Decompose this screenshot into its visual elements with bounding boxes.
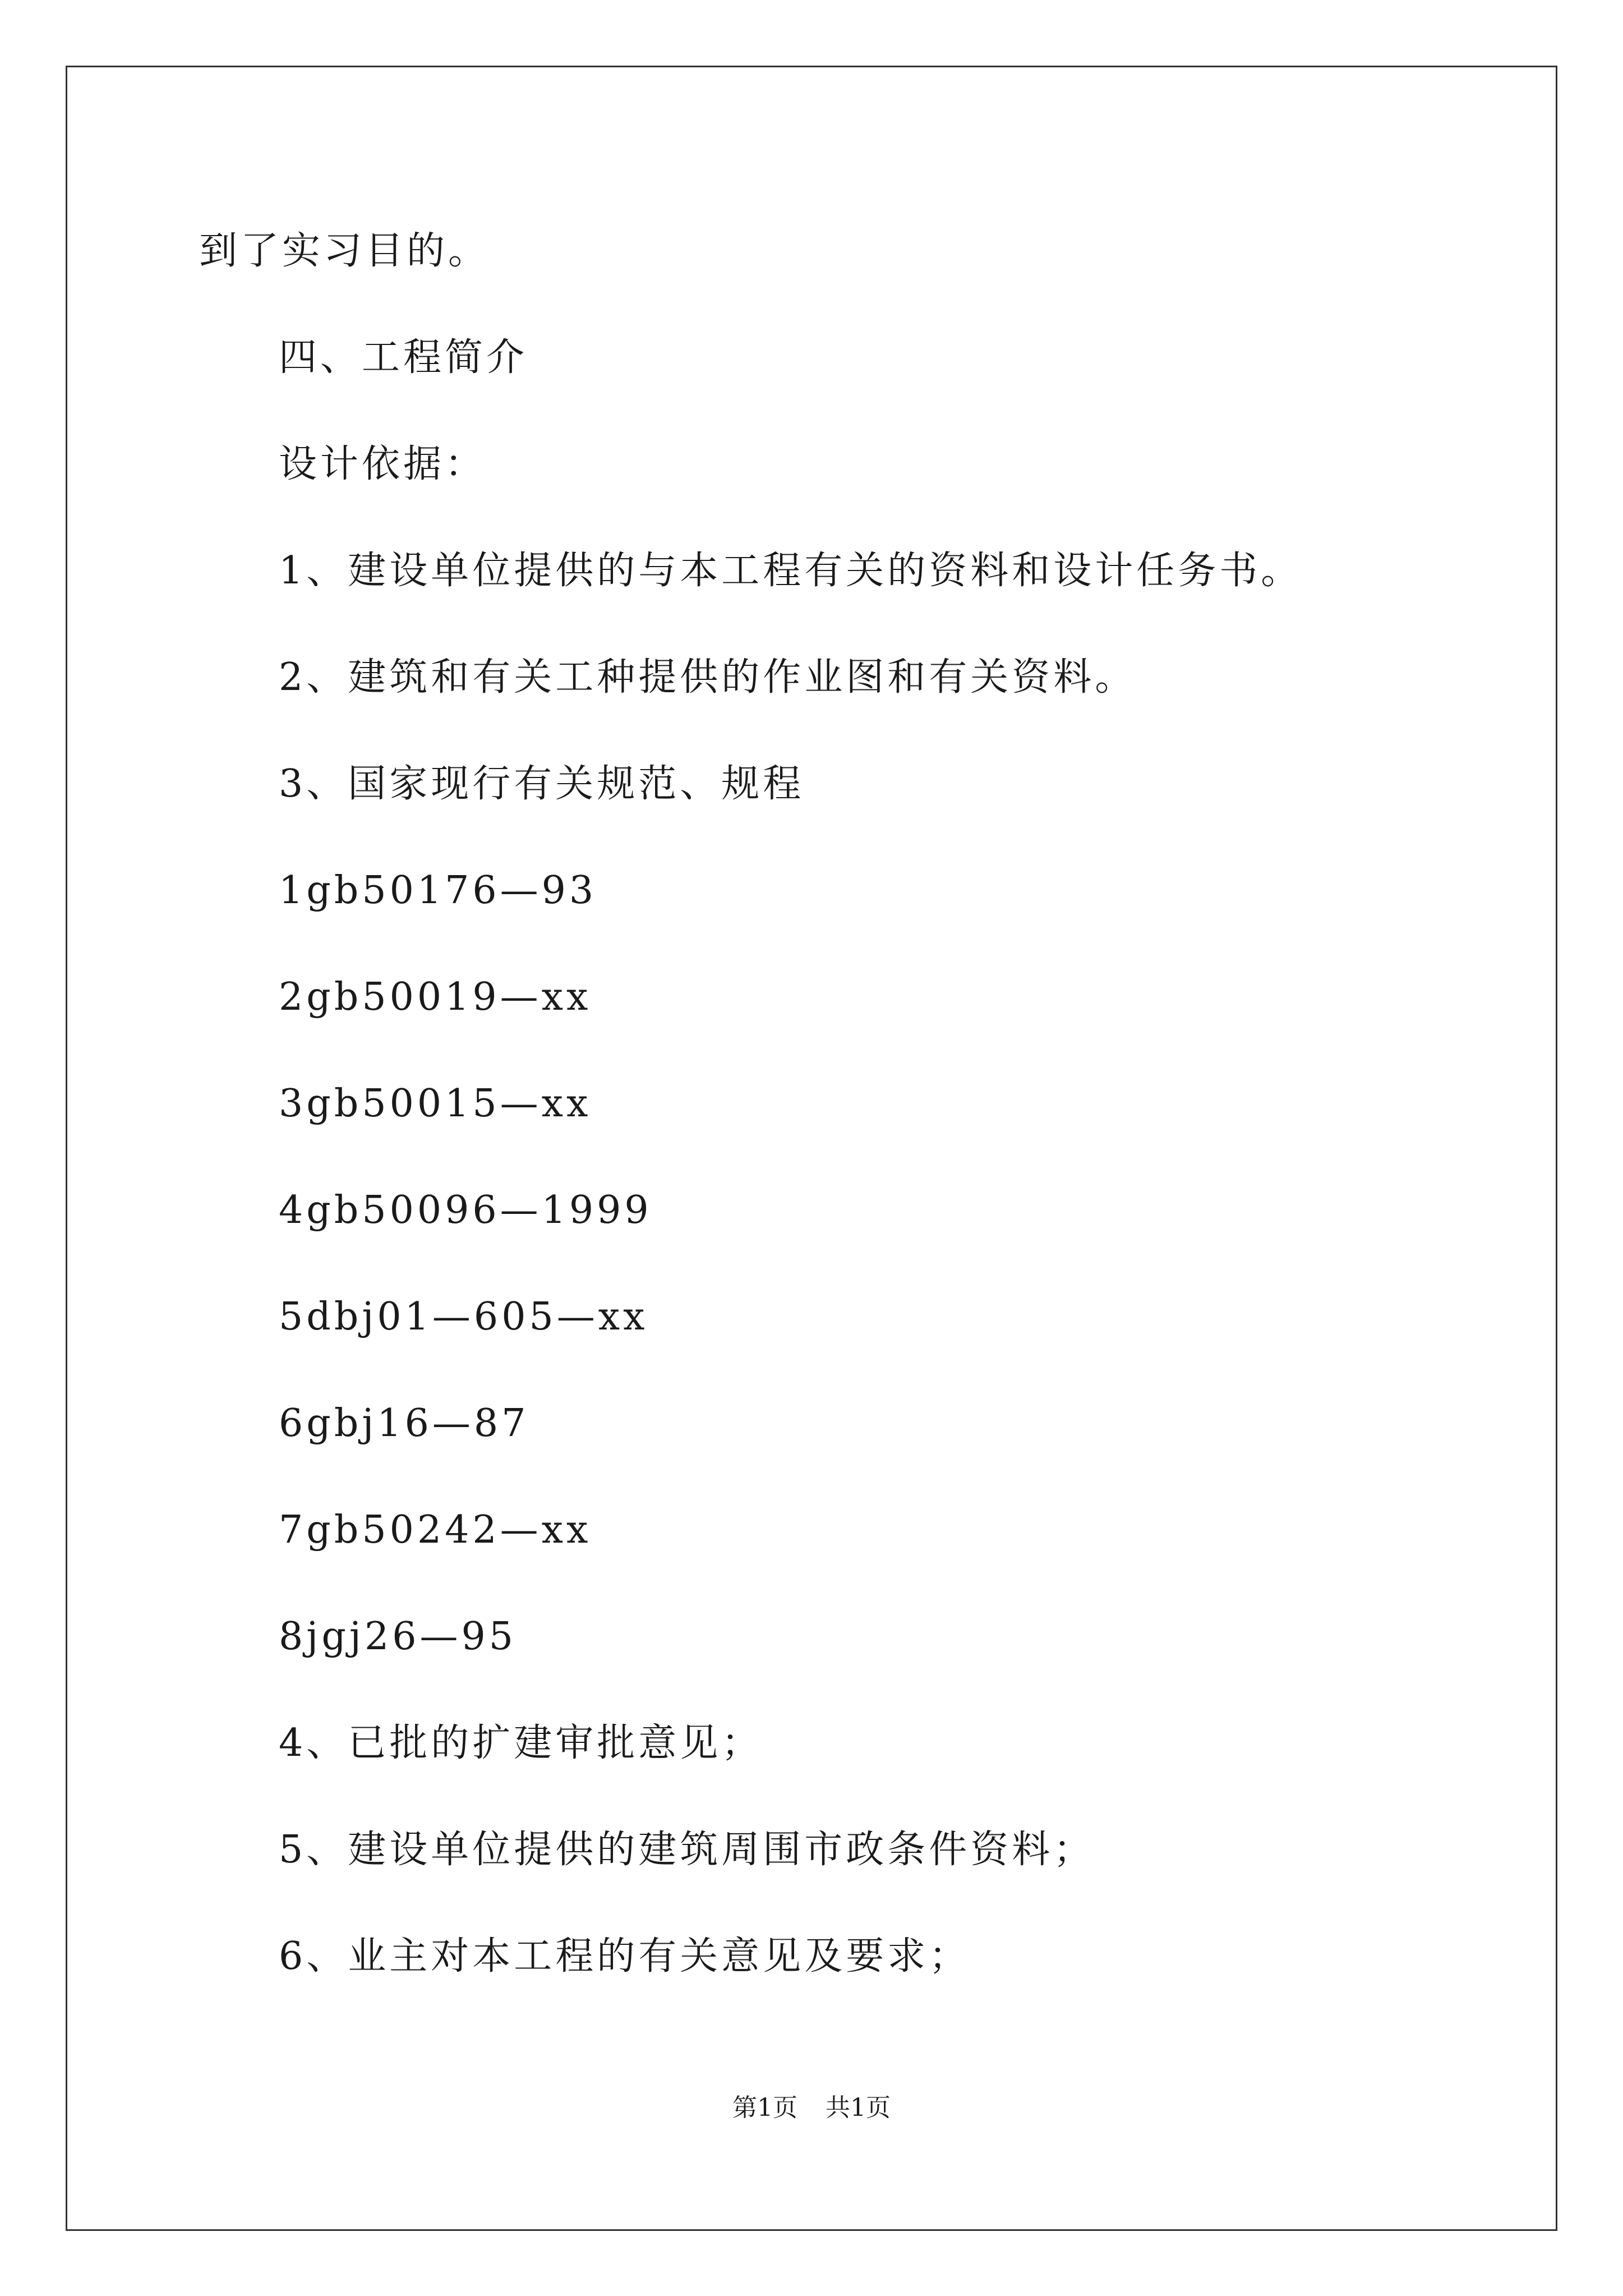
standard-item: 2gb50019—xx	[279, 975, 592, 1019]
page-footer	[0, 2091, 1623, 2125]
text-line: 到了实习目的。	[199, 229, 490, 273]
page-border	[66, 66, 1557, 2231]
list-item: 1、建设单位提供的与本工程有关的资料和设计任务书。	[279, 549, 1303, 593]
text-line: 设计依据：	[279, 442, 487, 486]
standard-item: 1gb50176—93	[279, 868, 597, 913]
standard-item: 5dbj01—605—xx	[279, 1295, 648, 1339]
standard-item: 6gbj16—87	[279, 1401, 529, 1446]
section-heading: 四、工程简介	[279, 335, 528, 380]
page-number: 第1页	[732, 2093, 797, 2122]
list-item: 2、建筑和有关工种提供的作业图和有关资料。	[279, 655, 1137, 700]
standard-item: 3gb50015—xx	[279, 1082, 592, 1126]
standard-item: 8jgj26—95	[279, 1614, 517, 1659]
standard-item: 7gb50242—xx	[279, 1508, 592, 1552]
list-item: 5、建设单位提供的建筑周围市政条件资料；	[279, 1828, 1095, 1872]
list-item: 6、业主对本工程的有关意见及要求；	[279, 1934, 971, 1978]
list-item: 3、国家现行有关规范、规程	[279, 762, 805, 806]
standard-item: 4gb50096—1999	[279, 1188, 652, 1232]
list-item: 4、已批的扩建审批意见；	[279, 1721, 763, 1765]
page-total: 共1页	[826, 2093, 891, 2122]
